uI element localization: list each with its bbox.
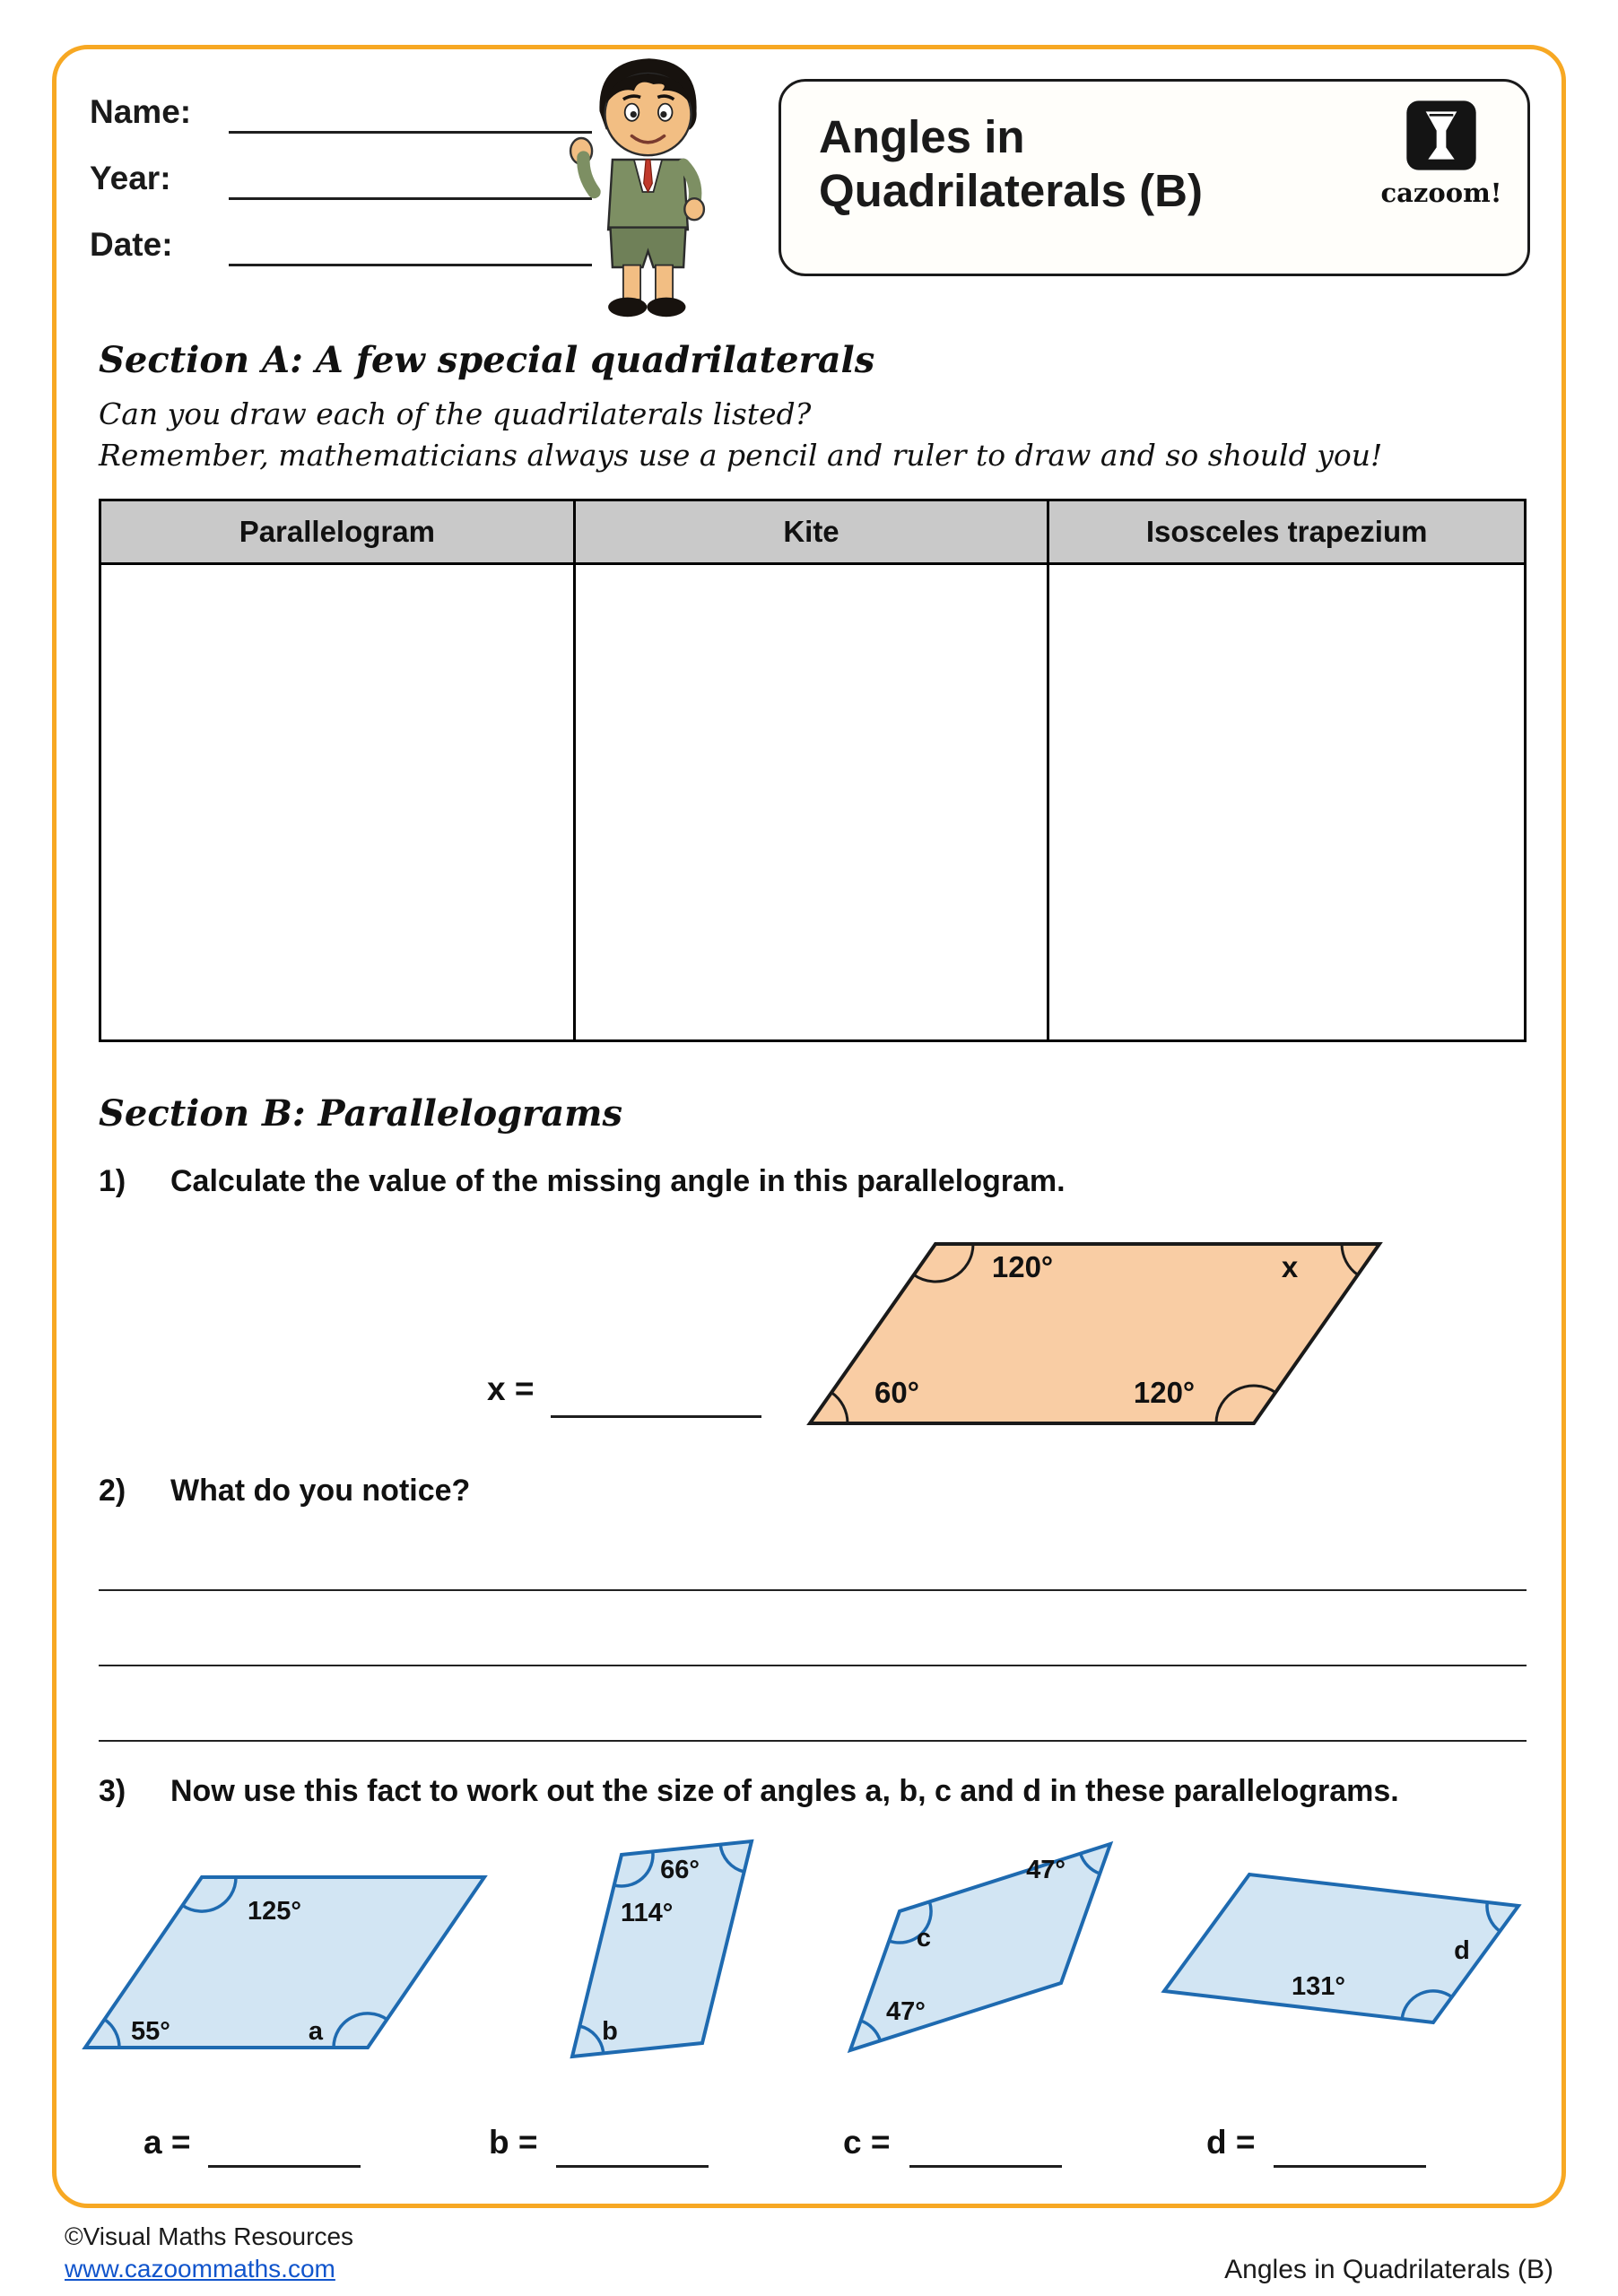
drawing-cell-parallelogram xyxy=(101,562,576,1039)
q3-a-angle-top-left: 125° xyxy=(248,1897,301,1926)
q1-number: 1) xyxy=(99,1164,126,1198)
year-label: Year: xyxy=(90,160,171,196)
footer-doc-title: Angles in Quadrilaterals (B) xyxy=(1224,2255,1553,2284)
answer-b-line xyxy=(556,2165,709,2168)
q3-parallelogram-d-figure xyxy=(1155,1866,1532,2045)
section-a-instruction-1: Can you draw each of the quadrilaterals listed? xyxy=(99,396,812,431)
q1-angle-top-right: x xyxy=(1281,1250,1299,1283)
q1-parallelogram-figure xyxy=(787,1231,1415,1439)
answer-d-line xyxy=(1274,2165,1426,2168)
q1-angle-bottom-right: 120° xyxy=(1133,1376,1196,1409)
footer-website-link[interactable]: www.cazoommaths.com xyxy=(65,2255,335,2283)
q2-answer-line-2 xyxy=(99,1665,1527,1666)
section-b-heading: Section B: Parallelograms xyxy=(99,1092,622,1135)
q2-answer-line-1 xyxy=(99,1589,1527,1591)
q2-answer-line-3 xyxy=(99,1740,1527,1742)
q3-parallelogram-a-figure xyxy=(72,1864,502,2063)
drawing-cell-isosceles-trapezium xyxy=(1049,562,1524,1039)
q3-a-angle-bottom-right: a xyxy=(308,2017,324,2046)
name-label: Name: xyxy=(90,93,192,130)
answer-a-line xyxy=(208,2165,361,2168)
q2-text: What do you notice? xyxy=(170,1474,471,1508)
student-illustration xyxy=(565,52,731,326)
answer-c-line xyxy=(909,2165,1062,2168)
q3-c-angle-top-right: 47° xyxy=(1026,1856,1066,1884)
answer-b-label: b = xyxy=(489,2124,538,2161)
q3-parallelogram-c-figure xyxy=(841,1835,1128,2070)
cazoom-logo xyxy=(1379,100,1504,208)
q3-parallelogram-b-figure xyxy=(563,1837,770,2072)
table-header-parallelogram: Parallelogram xyxy=(101,501,576,562)
worksheet-title-line1: Angles in xyxy=(819,111,1025,162)
q3-d-angle-right: d xyxy=(1454,1936,1470,1965)
footer-copyright: ©Visual Maths Resources xyxy=(65,2222,354,2250)
q1-text: Calculate the value of the missing angle in this parallelogram. xyxy=(170,1164,1066,1198)
q1-angle-top-left: 120° xyxy=(991,1250,1054,1283)
answer-c-label: c = xyxy=(843,2124,891,2161)
date-label: Date: xyxy=(90,226,173,263)
q3-b-angle-upper-left: 114° xyxy=(621,1899,674,1927)
q3-number: 3) xyxy=(99,1774,126,1808)
q1-answer-line xyxy=(551,1415,761,1418)
q3-b-angle-top: 66° xyxy=(660,1856,700,1884)
q1-answer-label: x = xyxy=(487,1370,535,1407)
q1-angle-bottom-left: 60° xyxy=(874,1376,919,1409)
q2-number: 2) xyxy=(99,1474,126,1508)
drawing-cell-kite xyxy=(576,562,1050,1039)
section-a-heading: Section A: A few special quadrilaterals xyxy=(99,339,875,381)
q3-c-angle-upper-left: c xyxy=(916,1924,932,1952)
q3-a-angle-bottom-left: 55° xyxy=(131,2017,170,2046)
answer-d-label: d = xyxy=(1206,2124,1256,2161)
section-a-instruction-2: Remember, mathematicians always use a pencil and ruler to draw and so should you! xyxy=(99,438,1383,473)
q3-text: Now use this fact to work out the size of angles a, b, c and d in these parallelograms. xyxy=(170,1774,1399,1808)
quadrilaterals-table xyxy=(99,499,1527,1042)
worksheet-title xyxy=(819,110,1203,218)
table-header-row xyxy=(101,501,1524,562)
table-header-kite: Kite xyxy=(576,501,1050,562)
answer-a-label: a = xyxy=(144,2124,191,2161)
q3-d-angle-bottom: 131° xyxy=(1292,1972,1345,2001)
q3-c-angle-bottom-left: 47° xyxy=(886,1997,926,2026)
q3-b-angle-bottom-left: b xyxy=(602,2017,618,2046)
cazoom-logo-icon xyxy=(1405,100,1477,171)
year-blank-line xyxy=(229,197,592,200)
table-header-isosceles-trapezium: Isosceles trapezium xyxy=(1049,501,1524,562)
student-illustration-svg xyxy=(565,52,731,321)
date-blank-line xyxy=(229,264,592,266)
title-box xyxy=(779,79,1530,276)
worksheet-title-line2: Quadrilaterals (B) xyxy=(819,165,1203,217)
name-blank-line xyxy=(229,131,592,134)
table-body-row xyxy=(101,562,1524,1039)
cazoom-logo-text: cazoom! xyxy=(1380,178,1502,208)
